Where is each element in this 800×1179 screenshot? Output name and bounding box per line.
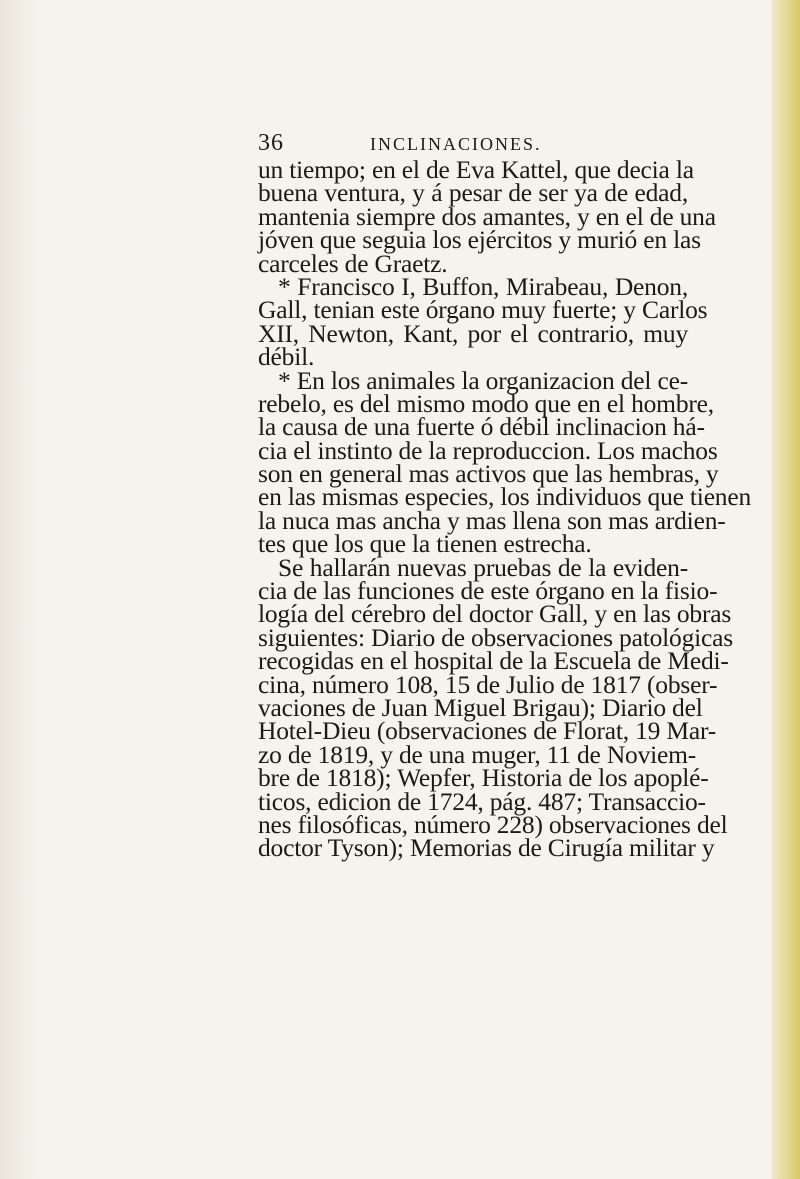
text-line: débil. — [258, 342, 315, 372]
text-line: cina, número 108, 15 de Julio de 1817 (obser- — [258, 669, 718, 699]
text-line: carceles de Graetz. — [258, 248, 448, 278]
text-line: buena ventura, y á pesar de ser ya de edad, — [258, 178, 688, 208]
text-line: recogidas en el hospital de la Escuela de Medi- — [258, 646, 729, 676]
text-line: son en general mas activos que las hembras, y — [258, 459, 719, 489]
page-number: 36 — [258, 130, 284, 156]
text-line: rebelo, es del mismo modo que en el hombre, — [258, 388, 714, 418]
page-edge — [772, 0, 800, 1179]
text-line: Se hallarán nuevas pruebas de la eviden- — [278, 552, 688, 582]
text-line: siguientes: Diario de observaciones patológicas — [258, 622, 733, 652]
text-line: Gall, tenian este órgano muy fuerte; y Carlos — [258, 295, 708, 325]
book-page-text — [258, 130, 752, 863]
text-line: zo de 1819, y de una muger, 11 de Noviem- — [258, 739, 697, 769]
text-line: doctor Tyson); Memorias de Cirugía militar y — [258, 833, 715, 863]
body-text — [258, 155, 752, 863]
text-line: jóven que seguia los ejércitos y murió en las — [258, 225, 701, 255]
text-line: un tiempo; en el de Eva Kattel, que decia la — [258, 155, 694, 184]
text-line: bre de 1818); Wepfer, Historia de los apoplé- — [258, 763, 709, 793]
text-line: XII, Newton, Kant, por el contrario, muy — [258, 318, 688, 348]
text-line: tes que los que la tienen estrecha. — [258, 529, 592, 559]
text-line: vaciones de Juan Miguel Brigau); Diario del — [258, 692, 703, 722]
text-line: en las mismas especies, los individuos que tienen — [258, 482, 752, 512]
text-line: Hotel-Dieu (observaciones de Florat, 19 Mar- — [258, 716, 717, 746]
text-line: * Francisco I, Buffon, Mirabeau, Denon, — [278, 271, 688, 301]
text-line: * En los animales la organizacion del ce- — [278, 365, 688, 395]
text-line: cia el instinto de la reproduccion. Los machos — [258, 435, 718, 465]
page-header — [258, 132, 688, 156]
text-line: cia de las funciones de este órgano en la fisio- — [258, 576, 718, 606]
text-line: logía del cérebro del doctor Gall, y en las obras — [258, 599, 732, 629]
text-line: ticos, edicion de 1724, pág. 487; Transaccio- — [258, 786, 706, 816]
text-line: la causa de una fuerte ó débil inclinacion há- — [258, 412, 705, 442]
running-head: INCLINACIONES. — [370, 134, 542, 154]
text-line: la nuca mas ancha y mas llena son mas ardien- — [258, 505, 726, 535]
text-line: nes filosóficas, número 228) observaciones del — [258, 809, 728, 839]
page-gutter-shadow — [0, 0, 42, 1179]
text-line: mantenia siempre dos amantes, y en el de una — [258, 201, 716, 231]
